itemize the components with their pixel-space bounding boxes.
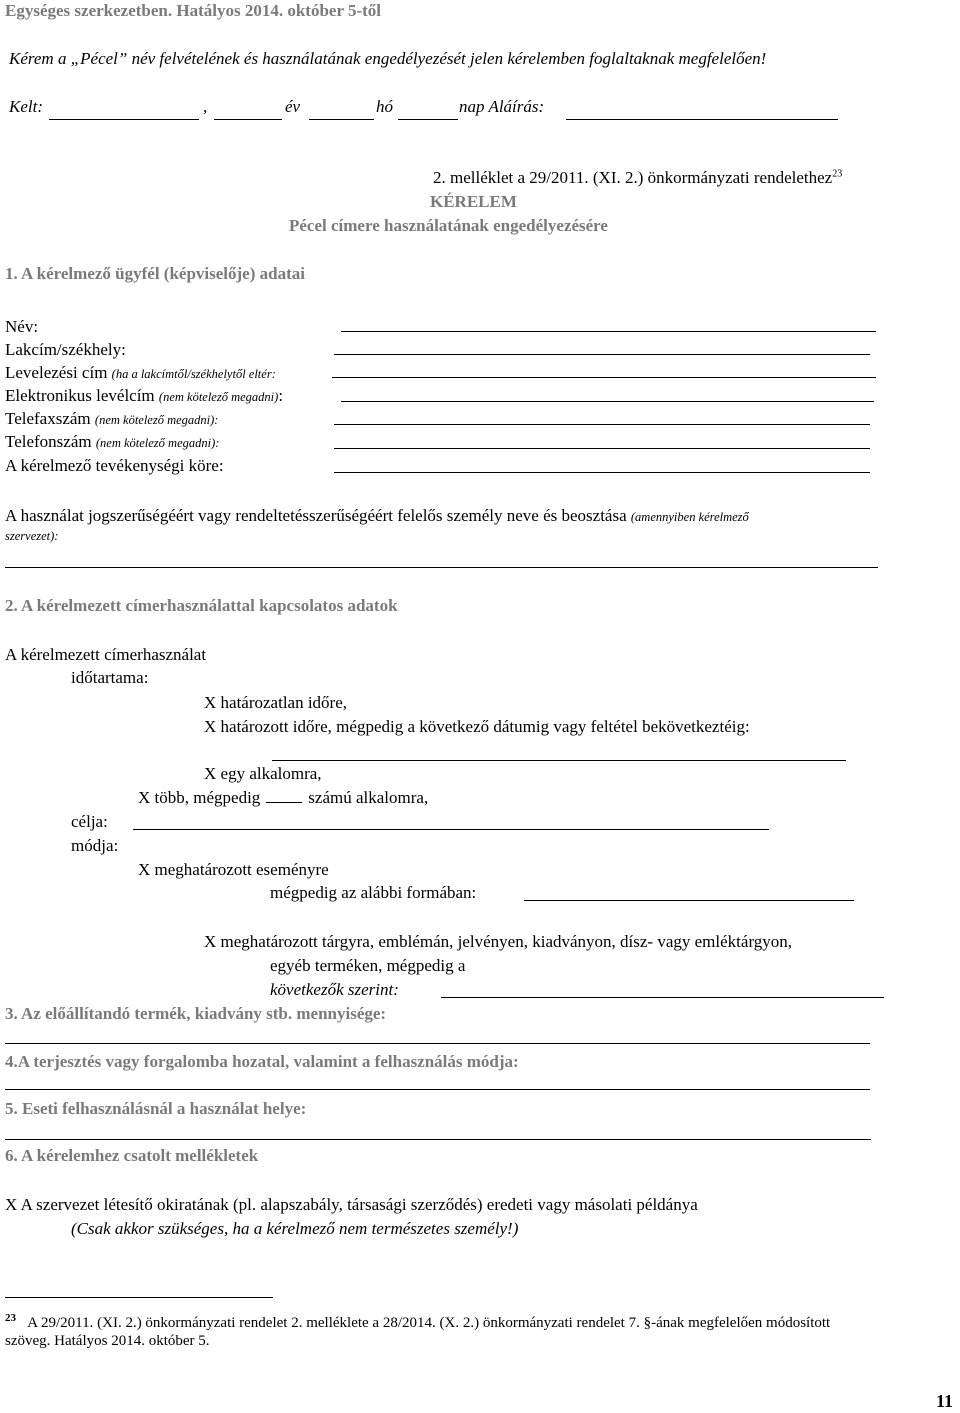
object-line2: egyéb terméken, mégpedig a (270, 956, 466, 975)
name-label: Név: (5, 317, 39, 336)
year-label: év (285, 97, 301, 116)
day-signature-label: nap Aláírás: (459, 97, 545, 116)
responsible-note-cont: szervezet): (5, 529, 59, 543)
purpose-label: célja: (71, 812, 108, 831)
address-label: Lakcím/székhely: (5, 340, 126, 359)
quantity-field[interactable] (5, 1043, 870, 1044)
event-form-label: mégpedig az alábbi formában: (270, 883, 477, 902)
name-field[interactable] (341, 331, 876, 332)
email-field[interactable] (341, 401, 874, 402)
footnote-marker: 23 (832, 168, 843, 180)
section3-heading: 3. Az előállítandó termék, kiadvány stb. mennyisége: (5, 1004, 387, 1023)
method-label: módja: (71, 836, 119, 855)
phone-field[interactable] (334, 448, 870, 449)
option-event[interactable]: X meghatározott eseményre (138, 860, 329, 879)
fax-row: Telefaxszám (nem kötelező megadni): (5, 409, 219, 428)
section4-heading: 4.A terjesztés vagy forgalomba hozatal, valamint a felhasználás módja: (5, 1052, 519, 1071)
usage-label: A kérelmezett címerhasználat (5, 645, 207, 664)
responsible-person-field[interactable] (5, 567, 878, 568)
purpose-field[interactable] (133, 829, 769, 830)
occasion-count-field[interactable] (266, 788, 302, 803)
postal-address-row: Levelezési cím (ha a lakcímtől/székhelytől eltér: (5, 363, 276, 382)
address-field[interactable] (334, 354, 870, 355)
option-object[interactable]: X meghatározott tárgyra, emblémán, jelvényen, kiadványon, dísz- vagy emléktárgyon, (204, 932, 793, 951)
fax-field[interactable] (334, 424, 870, 425)
location-field[interactable] (5, 1139, 871, 1140)
activity-label: A kérelmező tevékenységi köre: (5, 456, 224, 475)
distribution-field[interactable] (5, 1089, 870, 1090)
object-line3: következők szerint: (270, 980, 399, 999)
postal-address-field[interactable] (332, 377, 876, 378)
option-indefinite[interactable]: X határozatlan időre, (204, 693, 348, 712)
month-label: hó (376, 97, 393, 116)
section6-heading: 6. A kérelemhez csatolt mellékletek (5, 1146, 259, 1165)
kelt-comma: , (203, 97, 208, 116)
footnote-separator (5, 1297, 273, 1298)
section2-heading: 2. A kérelmezett címerhasználattal kapcsolatos adatok (5, 596, 398, 615)
document-status: Egységes szerkezetben. Hatályos 2014. október 5-től (5, 1, 381, 20)
activity-field[interactable] (334, 472, 870, 473)
attachment-note: (Csak akkor szükséges, ha a kérelmező nem természetes személy!) (71, 1219, 519, 1238)
kelt-month-line (309, 119, 374, 120)
kelt-label: Kelt: (9, 97, 43, 116)
attachment-item[interactable]: X A szervezet létesítő okiratának (pl. alapszabály, társasági szerződés) eredeti vagy másolati példánya (5, 1195, 698, 1214)
form-title: KÉRELEM (430, 192, 517, 211)
email-row: Elektronikus levélcím (nem kötelező megadni): (5, 386, 284, 405)
page-number: 11 (936, 1391, 954, 1411)
request-sentence: Kérem a „Pécel” név felvételének és használatának engedélyezését jelen kérelemben foglaltaknak megfelelően! (9, 49, 767, 68)
object-details-field[interactable] (441, 997, 884, 998)
duration-label: időtartama: (71, 668, 149, 687)
responsible-person-text: A használat jogszerűségéért vagy rendeltetésszerűségéért felelős személy neve és beosztása (amennyiben kérelmező (5, 506, 749, 525)
annex-reference: 2. melléklet a 29/2011. (XI. 2.) önkormányzati rendelethez$^{23}$ (433, 168, 843, 187)
option-definite[interactable]: X határozott időre, mégpedig a következő dátumig vagy feltétel bekövetkeztéig: (204, 717, 750, 736)
phone-row: Telefonszám (nem kötelező megadni): (5, 432, 220, 451)
definite-date-field[interactable] (272, 760, 846, 761)
option-multiple[interactable]: X több, mégpedig számú alkalomra, (138, 788, 429, 807)
kelt-day-line (398, 119, 458, 120)
signature-line (566, 119, 838, 120)
kelt-year-line (214, 119, 282, 120)
event-form-field[interactable] (524, 900, 854, 901)
section5-heading: 5. Eseti felhasználásnál a használat helye: (5, 1099, 307, 1118)
option-once[interactable]: X egy alkalomra, (204, 764, 322, 783)
section1-heading: 1. A kérelmező ügyfél (képviselője) adatai (5, 264, 305, 283)
footnote-number: 23 (5, 1312, 16, 1324)
form-subtitle: Pécel címere használatának engedélyezésére (289, 216, 608, 235)
footnote-line1: $^{23}$ A 29/2011. (XI. 2.) önkormányzati rendelet 2. melléklete a 28/2014. (X. 2.) önkormányzati rendelet 7. §-ának megfelelően módosított (5, 1312, 831, 1331)
footnote-line2: szöveg. Hatályos 2014. október 5. (5, 1333, 210, 1349)
kelt-place-line (49, 119, 199, 120)
